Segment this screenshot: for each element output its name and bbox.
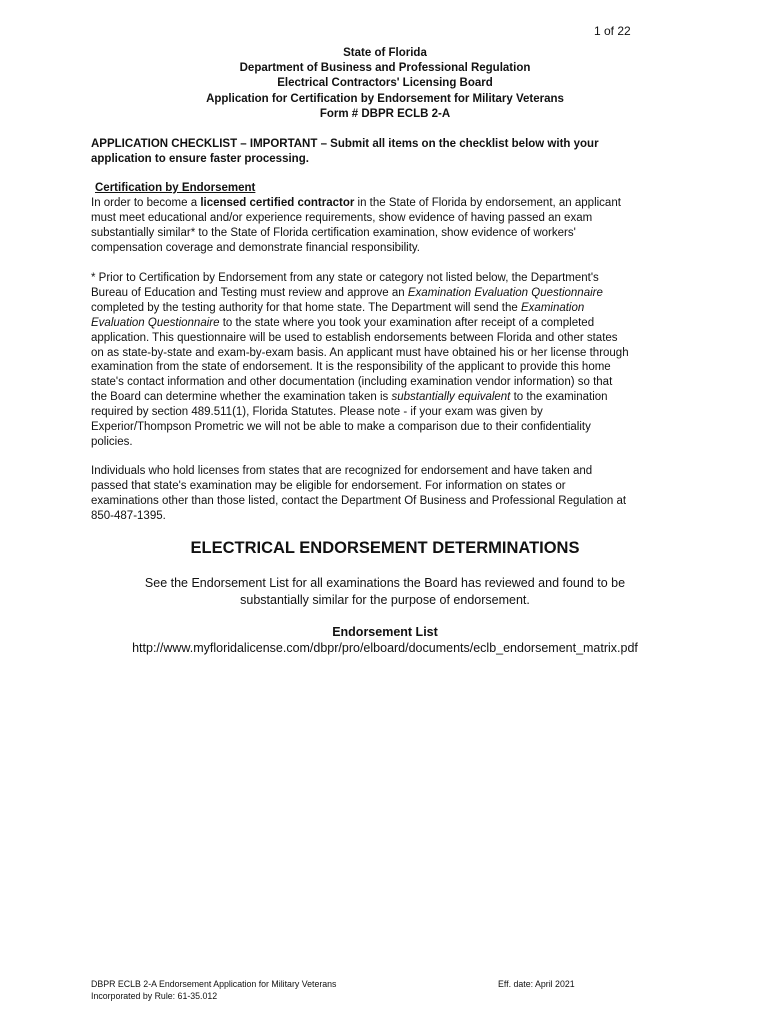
footer-form-name: DBPR ECLB 2-A Endorsement Application for Military Veterans (91, 979, 337, 989)
paragraph-line: passed that state's examination may be eligible for endorsement. For information on states or (91, 479, 566, 492)
text-run: Bureau of Education and Testing must review and approve an (91, 286, 408, 299)
italic-term: Evaluation Questionnaire (91, 316, 220, 329)
text-run: in the State of Florida by endorsement, an applicant (354, 197, 621, 209)
header-application-title: Application for Certification by Endorsement for Military Veterans (206, 92, 564, 105)
paragraph-line: examination from the state of endorsement. It is the responsibility of the applicant to provide this home (91, 361, 611, 374)
italic-term: Examination (521, 301, 585, 314)
paragraph-line: Experior/Thompson Prometric we will not be able to make a comparison due to their confidentiality (91, 421, 591, 434)
text-run: the Board can determine whether the examination taken is (91, 391, 392, 404)
paragraph-line: required by section 489.511(1), Florida Statutes. Please note - if your exam was given by (91, 406, 543, 419)
footer-rule: Incorporated by Rule: 61-35.012 (91, 991, 218, 1001)
paragraph-line: examinations other than those listed, contact the Department Of Business and Professional Regulation at (91, 494, 627, 507)
paragraph-line: * Prior to Certification by Endorsement from any state or category not listed below, the Department's (91, 272, 599, 284)
italic-term: substantially equivalent (391, 391, 511, 404)
paragraph-line: Individuals who hold licenses from states that are recognized for endorsement and have taken and (91, 465, 593, 477)
paragraph-line: application. This questionnaire will be used to establish endorsements between Florida and other states (91, 331, 618, 344)
document-header (0, 46, 770, 122)
endorsement-list-heading: Endorsement List (332, 625, 438, 639)
endorsement-list-link[interactable]: http://www.myfloridalicense.com/dbpr/pro/elboard/documents/eclb_endorsement_matrix.pdf (132, 641, 638, 655)
paragraph-line: state's contact information and other documentation (including examination vendor information) so that (91, 376, 613, 389)
bold-term: licensed certified contractor (200, 197, 355, 209)
description-line: substantially similar for the purpose of endorsement. (240, 593, 530, 607)
paragraph-line: substantially similar* to the State of Florida certification examination, show evidence of workers' (91, 226, 576, 239)
footer-left (91, 978, 336, 1002)
checklist-line: APPLICATION CHECKLIST – IMPORTANT – Submit all items on the checklist below with your (91, 138, 599, 150)
header-form-number: Form # DBPR ECLB 2-A (319, 107, 451, 120)
paragraph-line (91, 286, 683, 301)
italic-term: Examination Evaluation Questionnaire (407, 286, 603, 299)
paragraph-line: 850-487-1395. (91, 509, 166, 522)
application-checklist (91, 137, 683, 167)
footer-effective-date: Eff. date: April 2021 (498, 979, 575, 989)
checklist-line: application to ensure faster processing. (91, 152, 309, 165)
certification-heading: Certification by Endorsement (95, 182, 256, 194)
text-run: completed by the testing authority for that home state. The Department will send the (91, 301, 521, 314)
header-department: Department of Business and Professional Regulation (239, 62, 531, 75)
paragraph-line: on as state-by-state and exam-by-exam basis. An applicant must have obtained his or her license through (91, 346, 629, 359)
determinations-title: ELECTRICAL ENDORSEMENT DETERMINATIONS (190, 539, 580, 557)
header-board: Electrical Contractors' Licensing Board (277, 77, 493, 90)
paragraph-line: must meet educational and/or experience requirements, show evidence of having passed an exam (91, 211, 593, 224)
paragraph-line (91, 316, 683, 331)
paragraph-line (91, 196, 683, 211)
page-indicator: 1 of 22 (594, 24, 631, 38)
paragraph-line: compensation coverage and demonstrate financial responsibility. (91, 241, 421, 254)
paragraph-line (91, 301, 683, 316)
text-run: In order to become a (91, 197, 201, 209)
determinations-description (0, 575, 770, 609)
paragraph-line: policies. (91, 435, 133, 448)
paragraph-line (91, 390, 683, 405)
certification-paragraph-2 (91, 271, 683, 450)
certification-paragraph-1 (91, 196, 683, 256)
description-line: See the Endorsement List for all examinations the Board has reviewed and found to be (144, 576, 626, 590)
certification-paragraph-3 (91, 464, 683, 524)
text-run: to the state where you took your examination after receipt of a completed (219, 316, 595, 329)
header-state: State of Florida (343, 47, 427, 59)
text-run: to the examination (510, 391, 608, 404)
